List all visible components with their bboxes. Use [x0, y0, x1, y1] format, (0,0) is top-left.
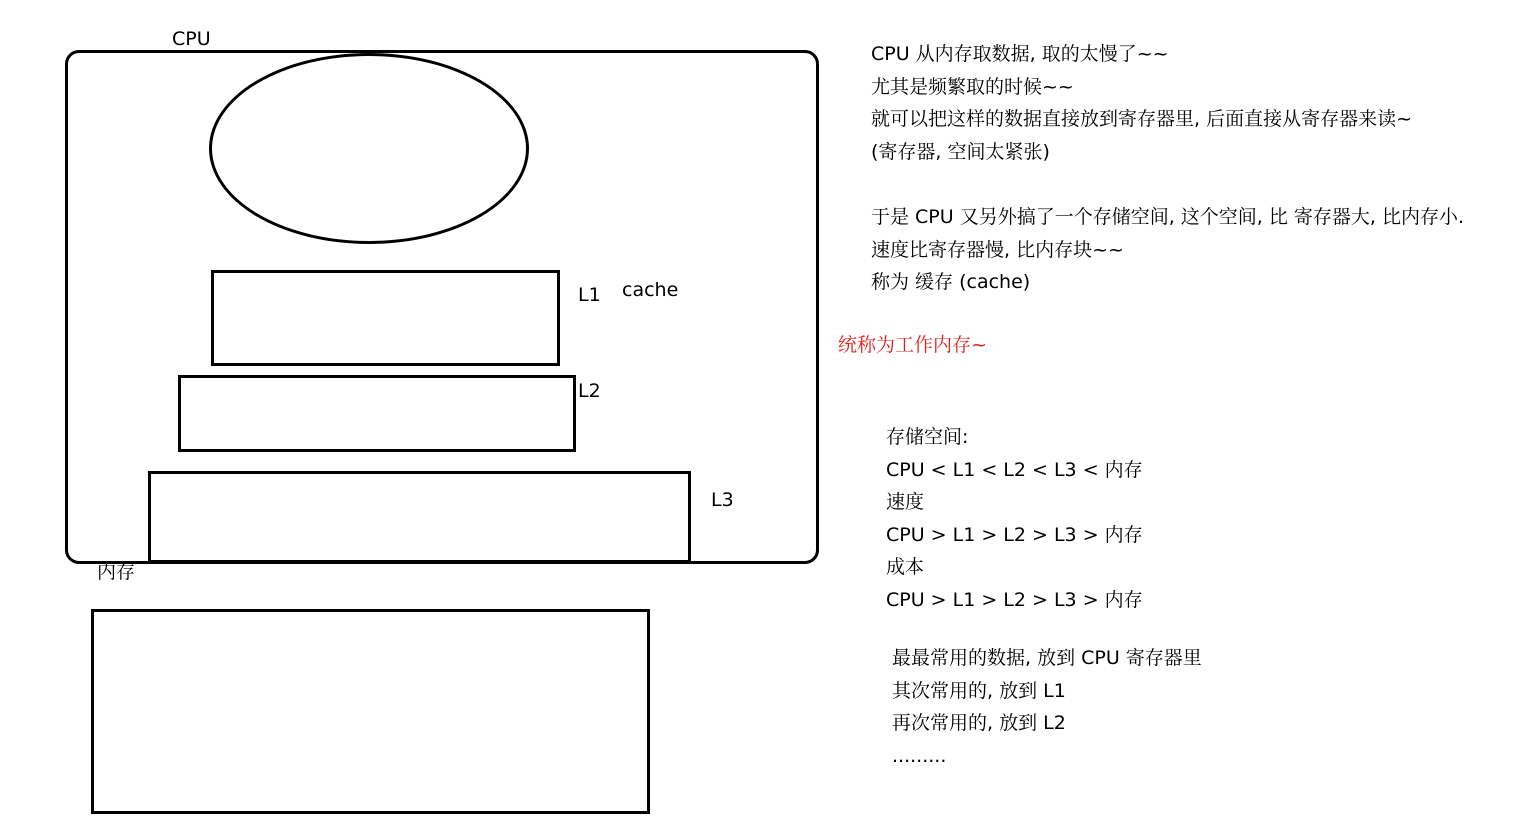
usage-line: 其次常用的, 放到 L1 — [892, 679, 1066, 702]
comparison-line: CPU > L1 > L2 > L3 > 内存 — [886, 523, 1143, 546]
l3-cache-box — [148, 471, 691, 563]
note-line: 称为 缓存 (cache) — [871, 271, 1031, 293]
l1-cache-box — [211, 270, 560, 366]
note-line: 于是 CPU 又另外搞了一个存储空间, 这个空间, 比 寄存器大, 比内存小. — [871, 206, 1465, 228]
notes-intro — [871, 38, 1412, 168]
comparison-line: 速度 — [886, 491, 925, 513]
note-line: (寄存器, 空间太紧张) — [871, 140, 1050, 163]
l2-label: L2 — [578, 380, 601, 402]
comparison-line: CPU > L1 > L2 > L3 > 内存 — [886, 588, 1143, 611]
usage-line: 最最常用的数据, 放到 CPU 寄存器里 — [892, 647, 1202, 669]
register-ellipse — [209, 53, 529, 244]
cache-label: cache — [622, 279, 679, 301]
note-line: 速度比寄存器慢, 比内存块~~ — [871, 238, 1124, 261]
notes-cache-intro — [871, 201, 1464, 299]
summary-text: 统称为工作内存~ — [838, 334, 987, 356]
cpu-label: CPU — [172, 28, 211, 50]
notes-comparison — [886, 421, 1143, 616]
l2-cache-box — [178, 375, 576, 452]
comparison-line: 成本 — [886, 556, 925, 578]
usage-line: 再次常用的, 放到 L2 — [892, 712, 1066, 734]
notes-usage — [892, 642, 1202, 772]
note-line: 尤其是频繁取的时候~~ — [871, 75, 1074, 98]
l1-label: L1 — [578, 284, 601, 306]
comparison-line: 存储空间: — [886, 426, 969, 448]
note-line: CPU 从内存取数据, 取的太慢了~~ — [871, 43, 1169, 65]
memory-label: 内存 — [97, 561, 136, 583]
usage-line: ......... — [892, 744, 947, 767]
note-line: 就可以把这样的数据直接放到寄存器里, 后面直接从寄存器来读~ — [871, 108, 1413, 130]
memory-box — [91, 609, 650, 814]
comparison-line: CPU < L1 < L2 < L3 < 内存 — [886, 458, 1143, 481]
l3-label: L3 — [711, 489, 734, 511]
